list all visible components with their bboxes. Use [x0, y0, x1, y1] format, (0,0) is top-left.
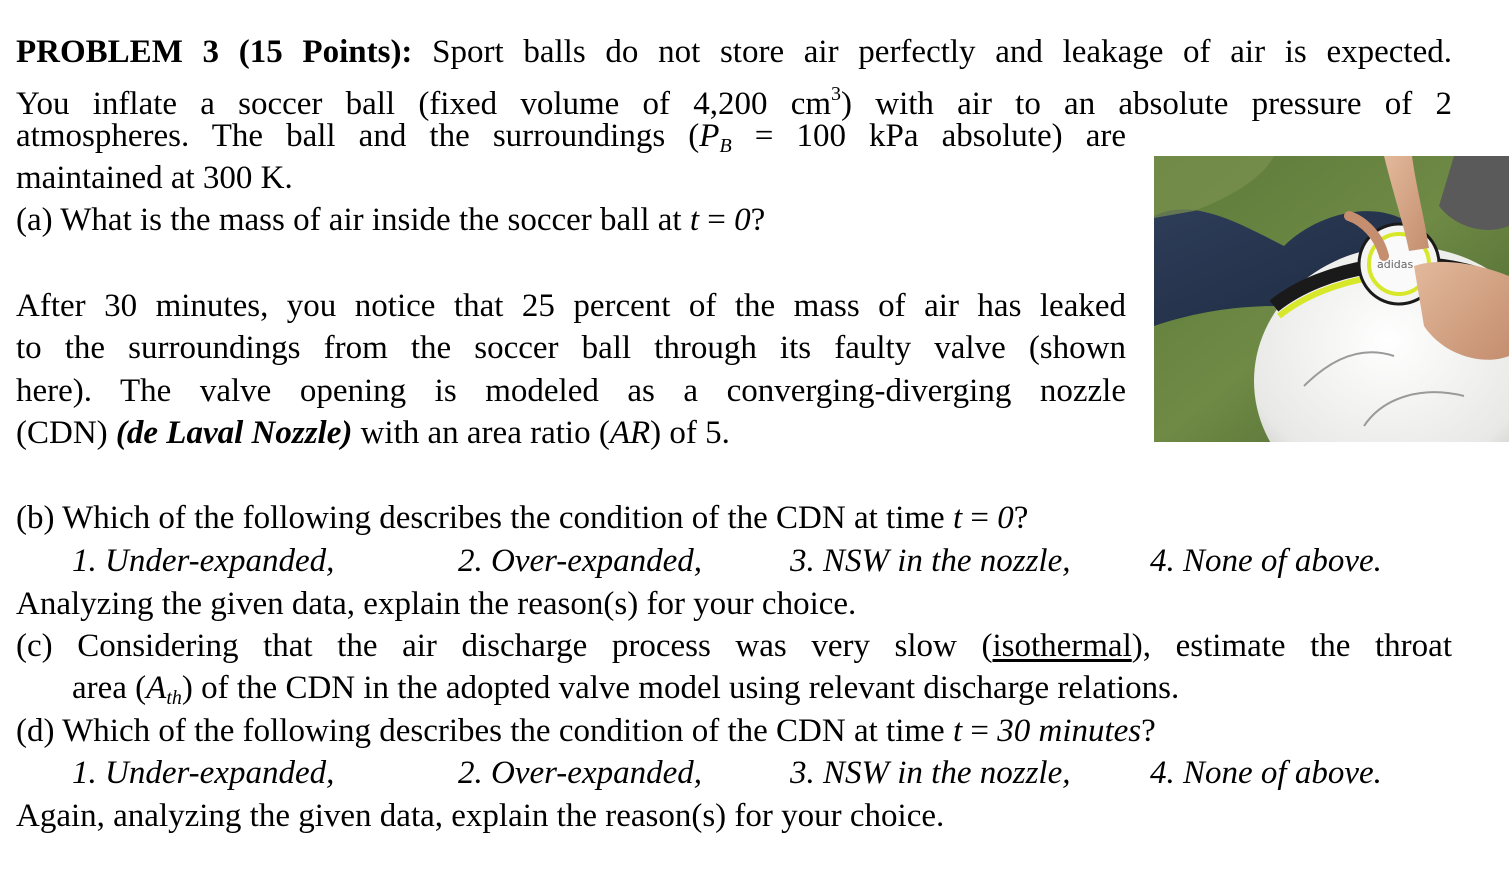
part-b-followup: Analyzing the given data, explain the reason(s) for your choice. [16, 586, 857, 622]
para-line-1: After 30 minutes, you notice that 25 percent of the mass of air has leaked [16, 288, 1126, 324]
problem-line-1: PROBLEM 3 (15 Points): Sport balls do not store air perfectly and leakage of air is expected. [16, 34, 1452, 70]
part-c-line-1: (c) Considering that the air discharge process was very slow (isothermal), estimate the throat [16, 628, 1452, 664]
part-c-line-2: area $(A_{th})$ of the CDN in the adopted valve model using relevant discharge relations. [72, 670, 1180, 709]
part-d-option-1: 1. Under-expanded, [72, 755, 335, 791]
part-b-option-3: 3. NSW in the nozzle, [790, 543, 1071, 579]
part-d-followup: Again, analyzing the given data, explain the reason(s) for your choice. [16, 798, 945, 834]
part-b-option-4: 4. None of above. [1150, 543, 1382, 579]
part-d-option-2: 2. Over-expanded, [458, 755, 702, 791]
part-b-option-1: 1. Under-expanded, [72, 543, 335, 579]
part-b-option-2: 2. Over-expanded, [458, 543, 702, 579]
part-d-question: (d) Which of the following describes the condition of the CDN at time t = 30 minutes? [16, 713, 1156, 749]
valve-photo [1154, 156, 1509, 442]
problem-heading: PROBLEM 3 (15 Points): [16, 34, 413, 70]
soccer-ball-valve-image [1154, 156, 1509, 442]
para-line-4: (CDN) (de Laval Nozzle) with an area ratio (AR) of 5. [16, 415, 730, 451]
part-d-option-4: 4. None of above. [1150, 755, 1382, 791]
part-d-option-3: 3. NSW in the nozzle, [790, 755, 1071, 791]
para-line-2: to the surroundings from the soccer ball through its faulty valve (shown [16, 330, 1126, 366]
problem-line-4: maintained at 300 K. [16, 160, 293, 196]
problem-line-3: atmospheres. The ball and the surroundings ($P_B = 100$ kPa absolute) are [16, 118, 1126, 157]
ball-logo: adidas [1377, 258, 1414, 271]
problem-line-2: You inflate a soccer ball (fixed volume of 4,200 $cm^3$) with air to an absolute pressure of 2 [16, 83, 1452, 122]
de-laval-emphasis: (de Laval Nozzle) [115, 415, 353, 451]
para-line-3: here). The valve opening is modeled as a converging-diverging nozzle [16, 373, 1126, 409]
part-b-question: (b) Which of the following describes the condition of the CDN at time t = 0? [16, 500, 1029, 536]
part-a-question: (a) What is the mass of air inside the soccer ball at t = 0? [16, 202, 766, 238]
